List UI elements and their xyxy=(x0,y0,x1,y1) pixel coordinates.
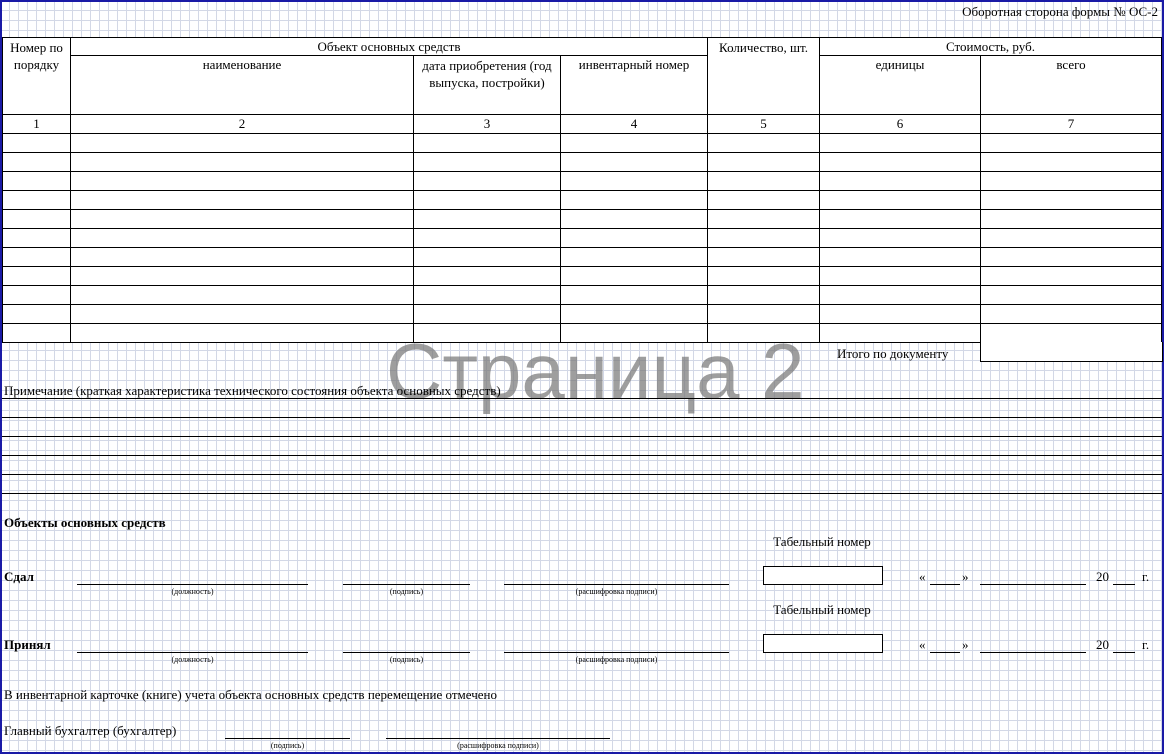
handed-signature-line[interactable] xyxy=(343,584,470,585)
table-row xyxy=(3,153,1162,172)
received-decoding-line[interactable] xyxy=(504,652,729,653)
table-cell[interactable] xyxy=(3,248,71,267)
table-cell[interactable] xyxy=(981,153,1162,172)
table-cell[interactable] xyxy=(561,229,708,248)
chief-decoding-line[interactable] xyxy=(386,738,610,739)
handed-quote-open: « xyxy=(919,569,926,584)
handed-tab-number-box[interactable] xyxy=(763,566,883,585)
table-cell[interactable] xyxy=(820,134,981,153)
column-numbers-row xyxy=(3,115,1162,134)
header-inventory: инвентарный номер xyxy=(561,56,708,115)
handed-position-line[interactable] xyxy=(77,584,308,585)
table-row xyxy=(3,191,1162,210)
received-position-caption: (должность) xyxy=(171,655,214,664)
handed-label: Сдал xyxy=(4,569,34,584)
handed-year-suffix: г. xyxy=(1142,569,1150,584)
table-cell[interactable] xyxy=(820,191,981,210)
table-cell[interactable] xyxy=(561,248,708,267)
note-line[interactable] xyxy=(2,436,1162,437)
table-cell[interactable] xyxy=(561,134,708,153)
table-cell[interactable] xyxy=(561,153,708,172)
table-cell[interactable] xyxy=(708,229,820,248)
chief-signature-caption: (подпись) xyxy=(270,741,305,750)
table-cell[interactable] xyxy=(71,267,414,286)
header-number xyxy=(3,38,71,115)
note-line[interactable] xyxy=(2,398,1162,399)
table-cell[interactable] xyxy=(561,267,708,286)
table-cell[interactable] xyxy=(708,267,820,286)
handed-day-line[interactable] xyxy=(930,584,960,585)
table-cell[interactable] xyxy=(820,324,981,343)
header-name: наименование xyxy=(71,56,414,115)
table-cell[interactable] xyxy=(71,324,414,343)
table-cell[interactable] xyxy=(708,286,820,305)
table-row xyxy=(3,134,1162,153)
table-cell[interactable] xyxy=(561,210,708,229)
received-signature-line[interactable] xyxy=(343,652,470,653)
table-row xyxy=(3,210,1162,229)
table-cell[interactable] xyxy=(3,324,71,343)
table-cell[interactable] xyxy=(981,286,1162,305)
table-cell[interactable] xyxy=(708,305,820,324)
note-line[interactable] xyxy=(2,493,1162,494)
table-cell[interactable] xyxy=(981,324,1162,343)
received-tab-number-box[interactable] xyxy=(763,634,883,653)
table-cell[interactable] xyxy=(981,229,1162,248)
table-cell[interactable] xyxy=(71,248,414,267)
table-cell[interactable] xyxy=(414,248,561,267)
received-label: Принял xyxy=(4,637,51,652)
table-cell[interactable] xyxy=(981,248,1162,267)
table-cell[interactable] xyxy=(708,210,820,229)
table-cell[interactable] xyxy=(414,286,561,305)
received-year-line[interactable] xyxy=(1113,652,1135,653)
table-cell[interactable] xyxy=(820,286,981,305)
table-cell[interactable] xyxy=(3,134,71,153)
table-cell[interactable] xyxy=(981,305,1162,324)
objects-heading: Объекты основных средств xyxy=(4,515,166,530)
table-cell[interactable] xyxy=(3,153,71,172)
column-number-cell: 5 xyxy=(708,115,820,134)
table-cell[interactable] xyxy=(708,153,820,172)
chief-signature-line[interactable] xyxy=(225,738,350,739)
header-unit: единицы xyxy=(820,56,981,115)
table-row xyxy=(3,172,1162,191)
header-number-text: Номер по порядку xyxy=(10,40,63,72)
table-cell[interactable] xyxy=(820,172,981,191)
handed-year-line[interactable] xyxy=(1113,584,1135,585)
table-cell[interactable] xyxy=(981,267,1162,286)
table-cell[interactable] xyxy=(414,229,561,248)
note-line[interactable] xyxy=(2,474,1162,475)
header-date: дата приобретения (год выпуска, постройки) xyxy=(414,56,561,115)
handed-position-caption: (должность) xyxy=(171,587,214,596)
handed-decoding-line[interactable] xyxy=(504,584,729,585)
received-signature-caption: (подпись) xyxy=(389,655,424,664)
table-cell[interactable] xyxy=(561,172,708,191)
table-cell[interactable] xyxy=(3,191,71,210)
received-day-line[interactable] xyxy=(930,652,960,653)
table-cell[interactable] xyxy=(708,172,820,191)
table-cell[interactable] xyxy=(3,286,71,305)
table-cell[interactable] xyxy=(561,191,708,210)
table-cell[interactable] xyxy=(981,191,1162,210)
received-quote-close: » xyxy=(962,637,969,652)
header-quantity-text: Количество, шт. xyxy=(719,40,808,55)
chief-decoding-caption: (расшифровка подписи) xyxy=(457,741,539,750)
handed-signature-caption: (подпись) xyxy=(389,587,424,596)
received-position-line[interactable] xyxy=(77,652,308,653)
table-cell[interactable] xyxy=(820,248,981,267)
received-year-suffix: г. xyxy=(1142,637,1150,652)
table-cell[interactable] xyxy=(71,305,414,324)
table-cell[interactable] xyxy=(71,210,414,229)
note-line[interactable] xyxy=(2,417,1162,418)
column-number-cell: 2 xyxy=(71,115,414,134)
column-number-cell: 6 xyxy=(820,115,981,134)
table-cell[interactable] xyxy=(561,305,708,324)
handed-year-prefix: 20 xyxy=(1096,569,1109,584)
table-cell[interactable] xyxy=(820,153,981,172)
received-quote-open: « xyxy=(919,637,926,652)
table-cell[interactable] xyxy=(414,210,561,229)
table-cell[interactable] xyxy=(3,210,71,229)
total-value-cell[interactable] xyxy=(980,342,1163,362)
table-cell[interactable] xyxy=(981,172,1162,191)
table-cell[interactable] xyxy=(3,267,71,286)
table-cell[interactable] xyxy=(414,134,561,153)
header-object-group: Объект основных средств xyxy=(71,38,708,56)
table-cell[interactable] xyxy=(820,229,981,248)
table-cell[interactable] xyxy=(708,191,820,210)
handed-quote-close: » xyxy=(962,569,969,584)
tab-number-label-handed: Табельный номер xyxy=(773,534,871,549)
header-quantity xyxy=(708,38,820,115)
page-watermark: Страница 2 xyxy=(386,327,805,415)
chief-accountant-label: Главный бухгалтер (бухгалтер) xyxy=(4,723,177,738)
table-cell[interactable] xyxy=(708,248,820,267)
fixed-assets-table xyxy=(2,37,1162,343)
table-cell[interactable] xyxy=(71,153,414,172)
column-number-cell: 4 xyxy=(561,115,708,134)
column-number-cell: 7 xyxy=(981,115,1162,134)
column-number-cell: 3 xyxy=(414,115,561,134)
table-cell[interactable] xyxy=(708,134,820,153)
received-month-line[interactable] xyxy=(980,652,1086,653)
column-number-cell: 1 xyxy=(3,115,71,134)
table-cell[interactable] xyxy=(820,267,981,286)
table-row xyxy=(3,267,1162,286)
received-year-prefix: 20 xyxy=(1096,637,1109,652)
table-row xyxy=(3,305,1162,324)
table-row xyxy=(3,286,1162,305)
table-cell[interactable] xyxy=(414,191,561,210)
form-caption: Оборотная сторона формы № ОС-2 xyxy=(962,4,1158,19)
inventory-note: В инвентарной карточке (книге) учета объекта основных средств перемещение отмечено xyxy=(4,687,497,702)
table-cell[interactable] xyxy=(414,267,561,286)
handed-decoding-caption: (расшифровка подписи) xyxy=(575,587,658,596)
table-cell[interactable] xyxy=(414,305,561,324)
total-label: Итого по документу xyxy=(837,346,949,361)
table-cell[interactable] xyxy=(561,286,708,305)
table-cell[interactable] xyxy=(414,153,561,172)
table-cell[interactable] xyxy=(3,305,71,324)
table-cell[interactable] xyxy=(71,229,414,248)
header-cost-group: Стоимость, руб. xyxy=(820,38,1162,56)
table-cell[interactable] xyxy=(71,191,414,210)
table-cell[interactable] xyxy=(3,172,71,191)
table-cell[interactable] xyxy=(71,134,414,153)
table-row xyxy=(3,248,1162,267)
handed-month-line[interactable] xyxy=(980,584,1086,585)
table-cell[interactable] xyxy=(820,305,981,324)
table-cell[interactable] xyxy=(3,229,71,248)
table-cell[interactable] xyxy=(71,172,414,191)
note-label: Примечание (краткая характеристика технического состояния объекта основных средств) xyxy=(4,383,501,398)
header-total: всего xyxy=(981,56,1162,115)
table-cell[interactable] xyxy=(820,210,981,229)
table-cell[interactable] xyxy=(71,286,414,305)
received-decoding-caption: (расшифровка подписи) xyxy=(575,655,658,664)
table-row xyxy=(3,229,1162,248)
table-cell[interactable] xyxy=(981,210,1162,229)
table-cell[interactable] xyxy=(414,172,561,191)
note-line[interactable] xyxy=(2,455,1162,456)
tab-number-label-received: Табельный номер xyxy=(773,602,871,617)
table-cell[interactable] xyxy=(981,134,1162,153)
